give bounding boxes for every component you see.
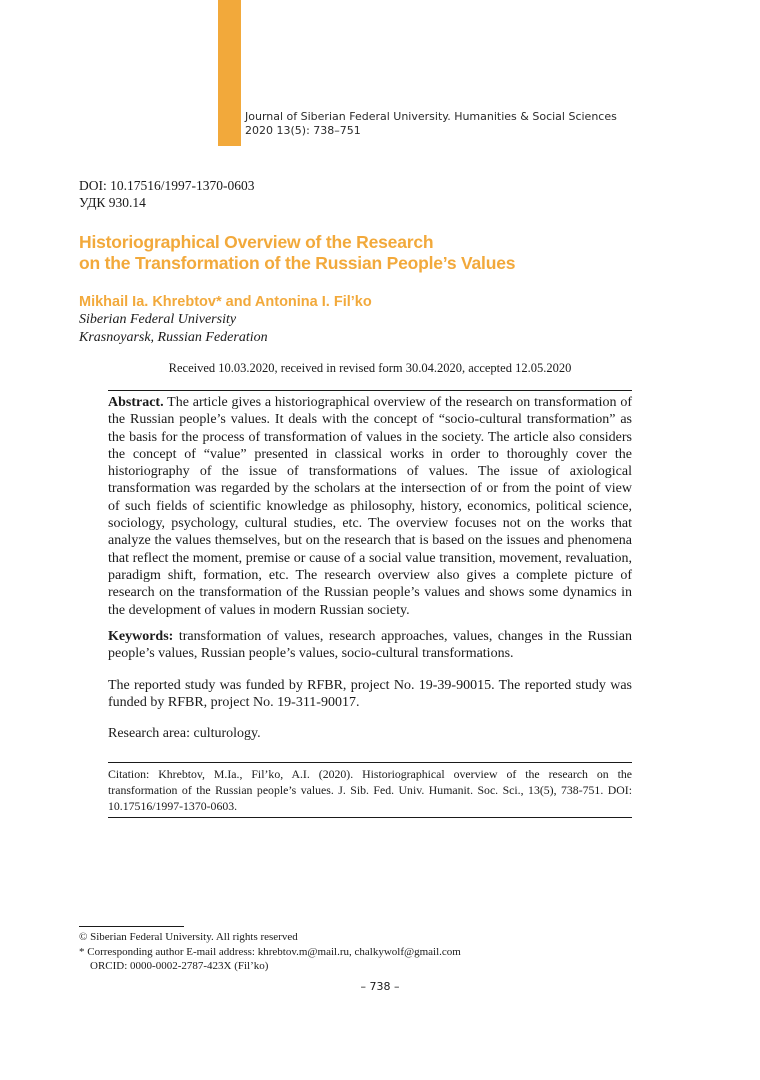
title-line-2: on the Transformation of the Russian People’s Values	[79, 253, 516, 273]
journal-name: Journal of Siberian Federal University. Humanities & Social Sciences	[245, 110, 617, 123]
footnote-rule	[79, 926, 184, 927]
keywords	[108, 628, 632, 663]
citation-bottom-rule	[108, 817, 632, 818]
research-area: Research area: culturology.	[108, 726, 261, 741]
affiliation-university: Siberian Federal University	[79, 312, 237, 327]
abstract	[108, 394, 632, 619]
journal-accent-bar	[218, 0, 241, 146]
footnote-corresponding: * Corresponding author E-mail address: khrebtov.m@mail.ru, chalkywolf@gmail.com	[79, 945, 461, 958]
article-identifiers	[79, 177, 255, 211]
abstract-label: Abstract.	[108, 395, 164, 410]
affiliation	[79, 311, 268, 347]
keywords-label: Keywords:	[108, 629, 174, 644]
udk: УДК 930.14	[79, 195, 146, 210]
funding-note: The reported study was funded by RFBR, project No. 19-39-90015. The reported study was funded by RFBR, project No. 19-311-90017.	[108, 678, 632, 711]
journal-header	[245, 110, 617, 138]
page-number: – 738 –	[360, 980, 400, 993]
doi: DOI: 10.17516/1997-1370-0603	[79, 178, 255, 193]
abstract-top-rule	[108, 390, 632, 391]
keywords-text: transformation of values, research approaches, values, changes in the Russian people’s values, Russian people’s values, socio-cultural transformations.	[108, 629, 632, 662]
authors: Mikhail Ia. Khrebtov* and Antonina I. Fil’ko	[79, 294, 372, 310]
footnote-copyright: © Siberian Federal University. All rights reserved	[79, 931, 298, 943]
footnotes	[79, 930, 461, 974]
title-line-1: Historiographical Overview of the Research	[79, 232, 434, 252]
abstract-text: The article gives a historiographical overview of the research on transformation of the Russian people’s values. It deals with the concept of “socio-cultural transformation” as the basis for the process of transformation of values in the society. The article also considers the concept of “value” presented in classical works in order to thoroughly cover the historiography of the issue of transformations of values. The issue of axiological transformation was regarded by the scholars at the intersection of or from the point of view of such fields of scientific knowledge as philosophy, history, economics, political science, sociology, psychology, cultural studies, etc. The overview focuses not on the works that analyze the values themselves, but on the research that is based on the issues and phenomena that reflect the moment, premise or cause of a social value transition, movement, revaluation, paradigm shift, formation, etc. The research overview also gives a complete picture of research on the transformation of the Russian people’s values and shows some dynamics in the development of values in modern Russian society.	[108, 395, 632, 618]
footnote-orcid: ORCID: 0000-0002-2787-423X (Fil’ko)	[90, 960, 269, 972]
citation: Citation: Khrebtov, M.Ia., Fil’ko, A.I. (2020). Historiographical overview of the research on the transformation of the Russian people’s values. J. Sib. Fed. Univ. Humanit. Soc. Sci., 13(5), 738-751. DOI: 10.17516/1997-1370-0603.	[108, 767, 632, 813]
journal-volume: 2020 13(5): 738–751	[245, 124, 361, 137]
received-dates: Received 10.03.2020, received in revised form 30.04.2020, accepted 12.05.2020	[168, 361, 572, 375]
affiliation-location: Krasnoyarsk, Russian Federation	[79, 330, 268, 345]
article-title	[79, 232, 515, 274]
citation-top-rule	[108, 762, 632, 763]
